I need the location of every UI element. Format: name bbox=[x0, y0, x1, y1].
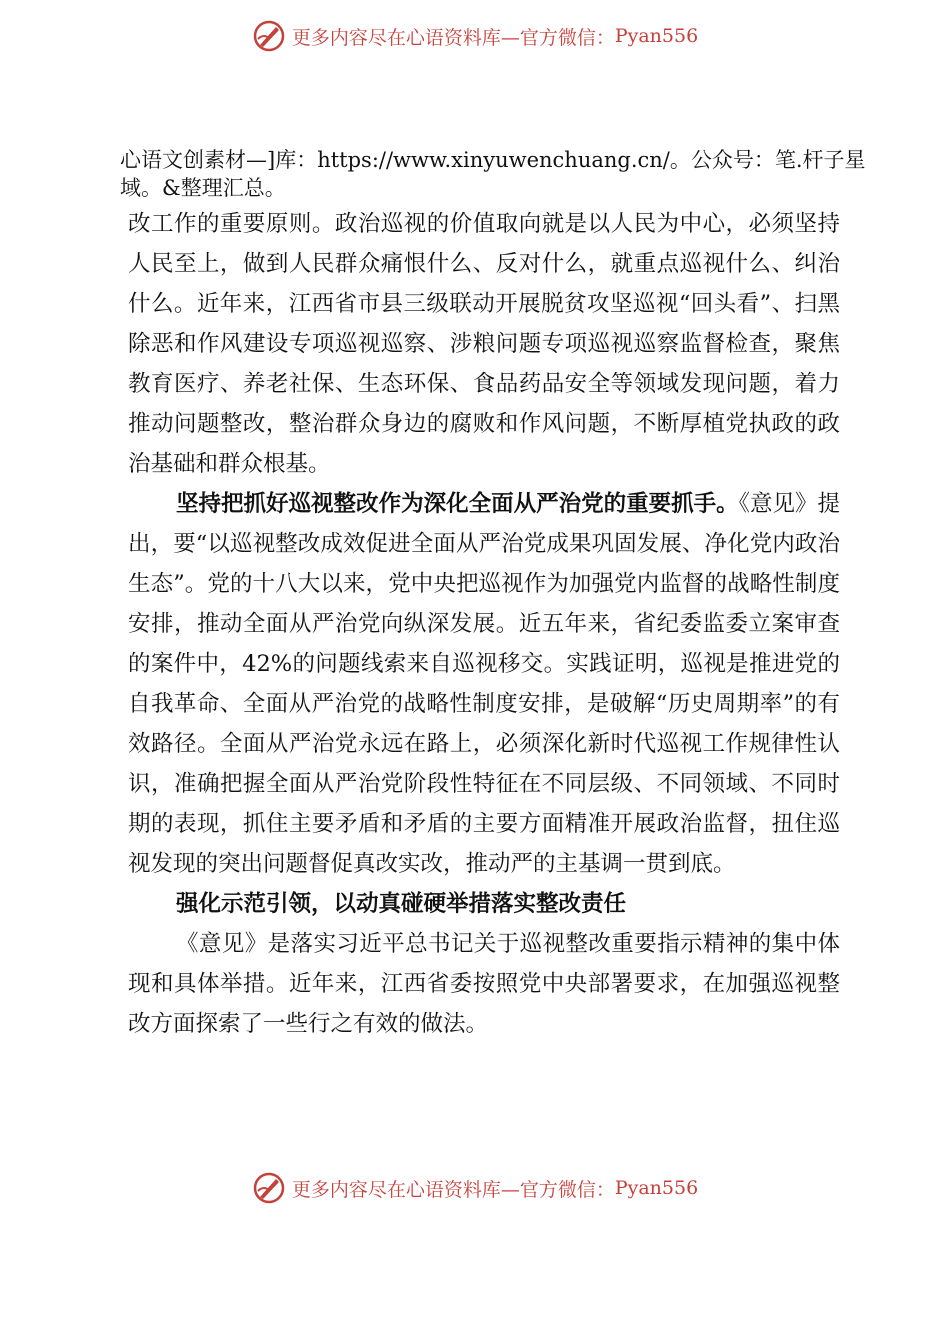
paragraph-3: 《意见》是落实习近平总书记关于巡视整改重要指示精神的集中体现和具体举措。近年来，江西省委按照党中央部署要求，在加强巡视整改方面探索了一些行之有效的做法。 bbox=[128, 931, 840, 1037]
paragraph-2 bbox=[128, 484, 840, 884]
banner-wechat-id: Pyan556 bbox=[614, 25, 699, 47]
paragraph-2-body: 《意见》提出，要“以巡视整改成效促进全面从严治党成果巩固发展、净化党内政治生态”。党的十八大以来，党中央把巡视作为加强党内监督的战略性制度安排，推动全面从严治党向纵深发展。近五年来，省纪委监委立案审查的案件中，42%的问题线索来自巡视移交。实践证明，巡视是推进党的自我革命、全面从严治党的战略性制度安排，是破解“历史周期率”的有效路径。全面从严治党永远在路上，必须深化新时代巡视工作规律性认识，准确把握全面从严治党阶段性特征在不同层级、不同领域、不同时期的表现，抓住主要矛盾和矛盾的主要方面精准开展政治监督，扭住巡视发现的突出问题督促真改实改，推动严的主基调一贯到底。 bbox=[128, 491, 840, 877]
section-subheading: 强化示范引领，以动真碰硬举措落实整改责任 bbox=[176, 891, 627, 917]
bottom-banner bbox=[0, 1168, 950, 1208]
brand-logo-icon bbox=[252, 1171, 286, 1205]
paragraph-2-lead: 坚持把抓好巡视整改作为深化全面从严治党的重要抓手。 bbox=[176, 491, 739, 517]
brand-logo-icon bbox=[252, 19, 286, 53]
banner-text: 更多内容尽在心语资料库—官方微信： bbox=[291, 1178, 615, 1201]
document-body bbox=[128, 204, 840, 1044]
top-banner bbox=[0, 16, 950, 56]
banner-text: 更多内容尽在心语资料库—官方微信： bbox=[291, 26, 615, 49]
banner-wechat-id: Pyan556 bbox=[614, 1177, 699, 1199]
paragraph-1: 改工作的重要原则。政治巡视的价值取向就是以人民为中心，必须坚持人民至上，做到人民群众痛恨什么、反对什么，就重点巡视什么、纠治什么。近年来，江西省市县三级联动开展脱贫攻坚巡视“回头看”、扫黑除恶和作风建设专项巡视巡察、涉粮问题专项巡视巡察监督检查，聚焦教育医疗、养老社保、生态环保、食品药品安全等领域发现问题，着力推动问题整改，整治群众身边的腐败和作风问题，不断厚植党执政的政治基础和群众根基。 bbox=[128, 211, 840, 477]
source-header: 心语文创素材—]库：https://www.xinyuwenchuang.cn/。公众号：笔.杆子星域。&整理汇总。 bbox=[120, 148, 866, 200]
